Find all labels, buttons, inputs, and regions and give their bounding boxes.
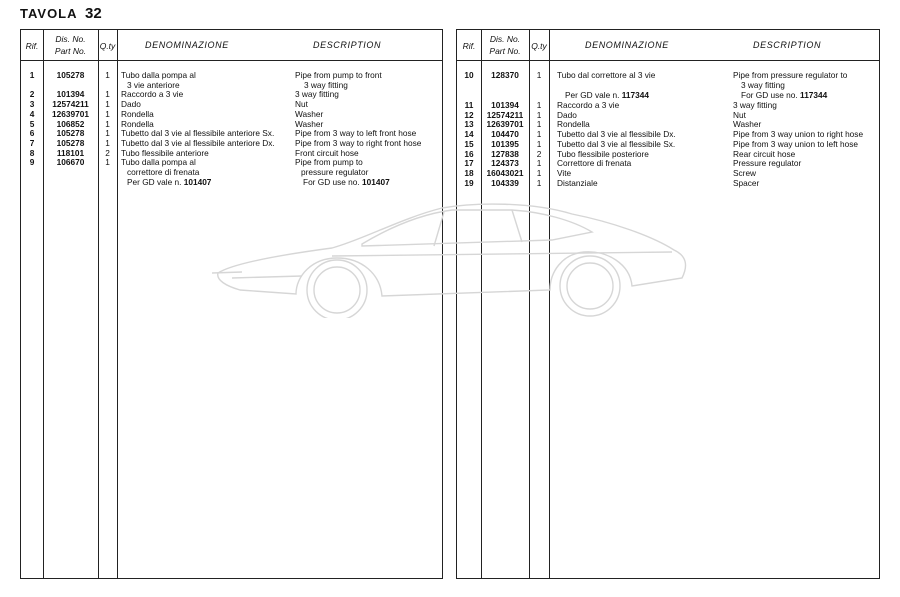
row-qty: 1 bbox=[536, 100, 542, 110]
row-denominazione: Vite bbox=[557, 167, 572, 178]
row-denominazione: Tubetto dal 3 vie al flessibile anteriore Dx. bbox=[121, 137, 275, 148]
row-rif: 9 bbox=[29, 157, 35, 168]
gd-note-en: For GD use no. bbox=[303, 177, 360, 187]
row-denominazione: Correttore di frenata bbox=[557, 158, 632, 169]
row-denominazione: Tubo flessibile anteriore bbox=[121, 147, 209, 158]
row-qty: 1 bbox=[105, 128, 110, 139]
row-qty: 1 bbox=[536, 129, 542, 140]
row-qty: 1 bbox=[105, 89, 110, 100]
row-part-no: 124373 bbox=[491, 158, 519, 169]
row-qty: 1 bbox=[536, 119, 542, 130]
row-rif: 16 bbox=[464, 148, 474, 159]
row-denominazione: correttore di frenata bbox=[127, 167, 200, 177]
gd-note-it-num: 101407 bbox=[183, 177, 212, 187]
row-qty: 1 bbox=[536, 109, 542, 120]
row-rif: 14 bbox=[464, 129, 474, 140]
row-qty: 1 bbox=[105, 99, 110, 110]
row-part-no: 12574211 bbox=[486, 109, 524, 120]
col-part-header bbox=[481, 33, 529, 57]
row-description: Pipe from 3 way union to left hose bbox=[733, 138, 858, 149]
row-rif: 13 bbox=[464, 119, 474, 130]
col-qty-header: Q.ty bbox=[531, 41, 547, 51]
row-rif: 7 bbox=[29, 137, 35, 148]
row-rif: 5 bbox=[29, 118, 35, 129]
row-description: Pipe from pump to bbox=[295, 157, 363, 168]
row-qty: 1 bbox=[536, 138, 542, 149]
row-rif: 4 bbox=[29, 108, 35, 119]
row-denominazione: Rondella bbox=[121, 118, 154, 129]
row-part-no: 104339 bbox=[491, 177, 519, 188]
row-part-no: 101394 bbox=[56, 89, 85, 100]
row-description: Spacer bbox=[733, 177, 760, 188]
row-qty: 1 bbox=[536, 167, 542, 178]
row-qty: 2 bbox=[536, 148, 542, 159]
row-part-no: 128370 bbox=[491, 70, 519, 80]
row-rif: 2 bbox=[29, 89, 35, 100]
col-description-header: DESCRIPTION bbox=[753, 40, 822, 50]
row-part-no: 12639701 bbox=[486, 119, 524, 130]
row-qty: 2 bbox=[105, 147, 110, 158]
col-denominazione-header: DENOMINAZIONE bbox=[585, 40, 669, 50]
row-rif: 10 bbox=[464, 70, 474, 80]
row-part-no: 12574211 bbox=[52, 99, 89, 110]
row-denominazione: Tubetto dal 3 vie al flessibile anteriore Sx. bbox=[121, 128, 275, 139]
row-denominazione: Tubo dalla pompa al bbox=[121, 157, 196, 168]
gd-note-it: Per GD vale n. bbox=[127, 177, 182, 187]
row-part-no: 16043021 bbox=[486, 167, 524, 178]
row-part-no: 106670 bbox=[56, 157, 85, 168]
col-denominazione-header: DENOMINAZIONE bbox=[145, 40, 229, 50]
row-denominazione: Tubo flessibile posteriore bbox=[557, 148, 649, 159]
row-description: 3 way fitting bbox=[295, 89, 339, 100]
gd-note-it-num: 117344 bbox=[621, 90, 649, 100]
row-denominazione: Tubetto dal 3 vie al flessibile Sx. bbox=[557, 138, 676, 149]
row-description: Washer bbox=[295, 118, 324, 129]
row-part-no: 101394 bbox=[491, 100, 519, 110]
row-qty: 1 bbox=[536, 158, 542, 169]
row-part-no: 127838 bbox=[491, 148, 519, 159]
row-denominazione: Rondella bbox=[121, 108, 154, 119]
row-qty: 1 bbox=[105, 108, 110, 119]
row-part-no: 106852 bbox=[56, 118, 85, 129]
row-denominazione: Distanziale bbox=[557, 177, 598, 188]
row-rif: 3 bbox=[29, 99, 35, 110]
car-watermark-illustration bbox=[212, 198, 702, 318]
row-description: Washer bbox=[295, 108, 324, 119]
col-part-header-line2: Part No. bbox=[489, 46, 521, 56]
row-denominazione: Rondella bbox=[557, 119, 590, 130]
row-qty: 1 bbox=[105, 70, 110, 80]
row-description: Pipe from 3 way union to right hose bbox=[733, 129, 864, 140]
row-description: Nut bbox=[295, 99, 308, 110]
row-description: Pipe from 3 way to left front hose bbox=[295, 128, 417, 139]
gd-note-en-num: 101407 bbox=[362, 177, 390, 187]
row-description: 3 way fitting bbox=[741, 79, 785, 90]
row-rif: 8 bbox=[29, 147, 35, 158]
gd-note-it: Per GD vale n. bbox=[565, 90, 620, 100]
row-description: 3 way fitting bbox=[733, 100, 777, 110]
row-qty: 1 bbox=[105, 118, 110, 129]
row-description: Pressure regulator bbox=[733, 158, 802, 169]
row-description: Nut bbox=[733, 109, 746, 120]
page-number: 32 bbox=[85, 5, 102, 22]
page-title: TAVOLA bbox=[20, 6, 78, 21]
col-rif-header: Rif. bbox=[25, 41, 39, 51]
row-rif: 11 bbox=[464, 100, 474, 110]
row-rif: 12 bbox=[464, 109, 474, 120]
row-qty: 1 bbox=[105, 157, 110, 168]
col-description-header: DESCRIPTION bbox=[313, 40, 382, 50]
row-description: Pipe from pressure regulator to bbox=[733, 70, 848, 80]
row-denominazione: Tubo dalla pompa al bbox=[121, 70, 196, 80]
row-part-no: 105278 bbox=[56, 128, 85, 139]
col-part-header-line1: Dis. No. bbox=[489, 34, 521, 44]
col-part-header bbox=[43, 33, 98, 57]
row-denominazione: Raccordo a 3 vie bbox=[121, 89, 184, 100]
row-denominazione: Dado bbox=[121, 99, 141, 110]
row-rif: 1 bbox=[29, 70, 35, 80]
row-qty: 1 bbox=[105, 137, 110, 148]
row-rif: 6 bbox=[29, 128, 35, 139]
row-denominazione: Dado bbox=[557, 109, 577, 120]
gd-note-en-num: 117344 bbox=[800, 90, 828, 100]
row-denominazione: 3 vie anteriore bbox=[127, 79, 180, 90]
row-description: Pipe from 3 way to right front hose bbox=[295, 137, 422, 148]
col-qty-header: Q.ty bbox=[99, 41, 116, 51]
row-description: Front circuit hose bbox=[295, 147, 359, 158]
row-rif: 15 bbox=[464, 138, 474, 149]
row-rif: 17 bbox=[464, 158, 474, 169]
row-qty: 1 bbox=[536, 177, 542, 188]
row-part-no: 105278 bbox=[56, 70, 85, 80]
col-rif-header: Rif. bbox=[462, 41, 476, 51]
gd-note-en: For GD use no. bbox=[741, 90, 798, 100]
row-rif: 18 bbox=[464, 167, 474, 178]
row-description: Washer bbox=[733, 119, 762, 130]
row-denominazione: Raccordo a 3 vie bbox=[557, 100, 620, 110]
row-part-no: 104470 bbox=[491, 129, 519, 140]
row-part-no: 12639701 bbox=[52, 108, 89, 119]
row-qty: 1 bbox=[536, 70, 542, 80]
row-rif: 19 bbox=[464, 177, 474, 188]
col-part-header-line2: Part No. bbox=[54, 46, 87, 56]
row-denominazione: Tubo dal correttore al 3 vie bbox=[557, 70, 656, 80]
row-description: Rear circuit hose bbox=[733, 148, 796, 159]
col-part-header-line1: Dis. No. bbox=[55, 34, 86, 44]
row-part-no: 101395 bbox=[491, 138, 519, 149]
row-denominazione: Tubetto dal 3 vie al flessibile Dx. bbox=[557, 129, 676, 140]
row-description: Pipe from pump to front bbox=[295, 70, 382, 80]
row-part-no: 118101 bbox=[56, 147, 85, 158]
row-description: Screw bbox=[733, 167, 757, 178]
row-description: 3 way fitting bbox=[304, 79, 348, 90]
row-description: pressure regulator bbox=[301, 167, 369, 177]
row-part-no: 105278 bbox=[56, 137, 85, 148]
